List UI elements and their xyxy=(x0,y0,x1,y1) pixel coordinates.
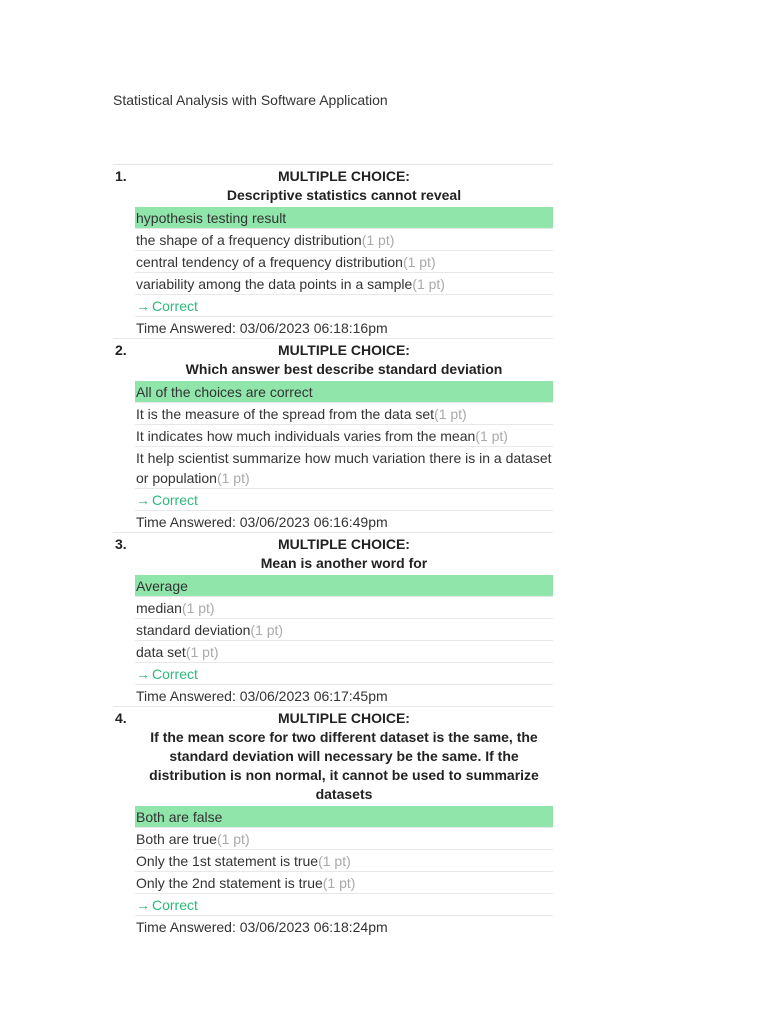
correct-answer: Both are false xyxy=(135,805,553,827)
correct-answer: All of the choices are correct xyxy=(135,380,553,402)
choice-label: the shape of a frequency distribution xyxy=(136,232,362,248)
correct-answer: Average xyxy=(135,574,553,596)
time-answered: Time Answered: 03/06/2023 06:18:16pm xyxy=(135,316,553,338)
choice-points: (1 pt) xyxy=(216,831,250,847)
question-number: 1. xyxy=(115,168,127,184)
choice-label: variability among the data points in a sample xyxy=(136,276,413,292)
answer-choice xyxy=(135,871,553,893)
question-number: 2. xyxy=(115,342,127,358)
choice-points: (1 pt) xyxy=(216,470,250,486)
correct-answer: hypothesis testing result xyxy=(135,206,553,228)
question-3 xyxy=(113,532,553,706)
choice-label: Only the 2nd statement is true xyxy=(136,875,323,891)
question-header xyxy=(113,338,553,380)
answer-choice xyxy=(135,849,553,871)
answer-choice xyxy=(135,596,553,618)
question-number: 3. xyxy=(115,536,127,552)
status-label: Correct xyxy=(152,666,198,682)
result-status xyxy=(135,893,553,915)
question-2 xyxy=(113,338,553,532)
choice-points: (1 pt) xyxy=(318,853,351,869)
question-header xyxy=(113,706,553,805)
status-label: Correct xyxy=(152,298,198,314)
question-type: MULTIPLE CHOICE: xyxy=(278,710,410,726)
choice-label: standard deviation xyxy=(136,622,251,638)
question-type: MULTIPLE CHOICE: xyxy=(278,168,410,184)
answer-choice xyxy=(135,618,553,640)
answer-choice xyxy=(135,424,553,446)
result-status xyxy=(135,488,553,510)
question-type: MULTIPLE CHOICE: xyxy=(278,536,410,552)
result-status xyxy=(135,294,553,316)
choice-points: (1 pt) xyxy=(250,622,284,638)
choice-label: median xyxy=(136,600,182,616)
time-answered: Time Answered: 03/06/2023 06:17:45pm xyxy=(135,684,553,706)
choice-label: central tendency of a frequency distribution xyxy=(136,254,403,270)
choice-points: (1 pt) xyxy=(412,276,445,292)
answer-choice xyxy=(135,446,553,488)
choice-points: (1 pt) xyxy=(434,406,467,422)
choice-label: It help scientist summarize how much variation there is in a dataset or population xyxy=(136,450,552,486)
question-type: MULTIPLE CHOICE: xyxy=(278,342,410,358)
choice-label: Only the 1st statement is true xyxy=(136,853,319,869)
status-label: Correct xyxy=(152,492,198,508)
choice-points: (1 pt) xyxy=(361,232,395,248)
arrow-right-icon: → xyxy=(136,666,150,682)
choice-label: It indicates how much individuals varies from the mean xyxy=(136,428,476,444)
choice-label: It is the measure of the spread from the data set xyxy=(136,406,435,422)
choice-label: data set xyxy=(136,644,186,660)
question-header xyxy=(113,165,553,206)
arrow-right-icon: → xyxy=(136,492,150,508)
answer-choice xyxy=(135,250,553,272)
question-text: Which answer best describe standard deviation xyxy=(185,361,503,377)
choice-points: (1 pt) xyxy=(475,428,508,444)
document-title: Statistical Analysis with Software Application xyxy=(113,92,388,108)
status-label: Correct xyxy=(152,897,198,913)
choice-label: Both are true xyxy=(136,831,217,847)
question-number: 4. xyxy=(115,710,127,726)
question-text: If the mean score for two different dataset is the same, the standard deviation will necessary be the same. If the distribution is non normal, it cannot be used to summarize datasets xyxy=(149,729,539,802)
question-1 xyxy=(113,165,553,338)
choice-points: (1 pt) xyxy=(402,254,436,270)
question-text: Mean is another word for xyxy=(260,555,428,571)
choice-points: (1 pt) xyxy=(322,875,356,891)
result-status xyxy=(135,662,553,684)
question-header xyxy=(113,532,553,574)
question-text: Descriptive statistics cannot reveal xyxy=(226,187,462,203)
time-answered: Time Answered: 03/06/2023 06:16:49pm xyxy=(135,510,553,532)
answer-choice xyxy=(135,640,553,662)
time-answered: Time Answered: 03/06/2023 06:18:24pm xyxy=(135,915,553,937)
arrow-right-icon: → xyxy=(136,897,150,913)
choice-points: (1 pt) xyxy=(181,600,215,616)
answer-choice xyxy=(135,272,553,294)
answer-choice xyxy=(135,402,553,424)
arrow-right-icon: → xyxy=(136,298,150,314)
quiz-results xyxy=(113,164,553,937)
answer-choice xyxy=(135,228,553,250)
answer-choice xyxy=(135,827,553,849)
choice-points: (1 pt) xyxy=(185,644,219,660)
question-4 xyxy=(113,706,553,937)
